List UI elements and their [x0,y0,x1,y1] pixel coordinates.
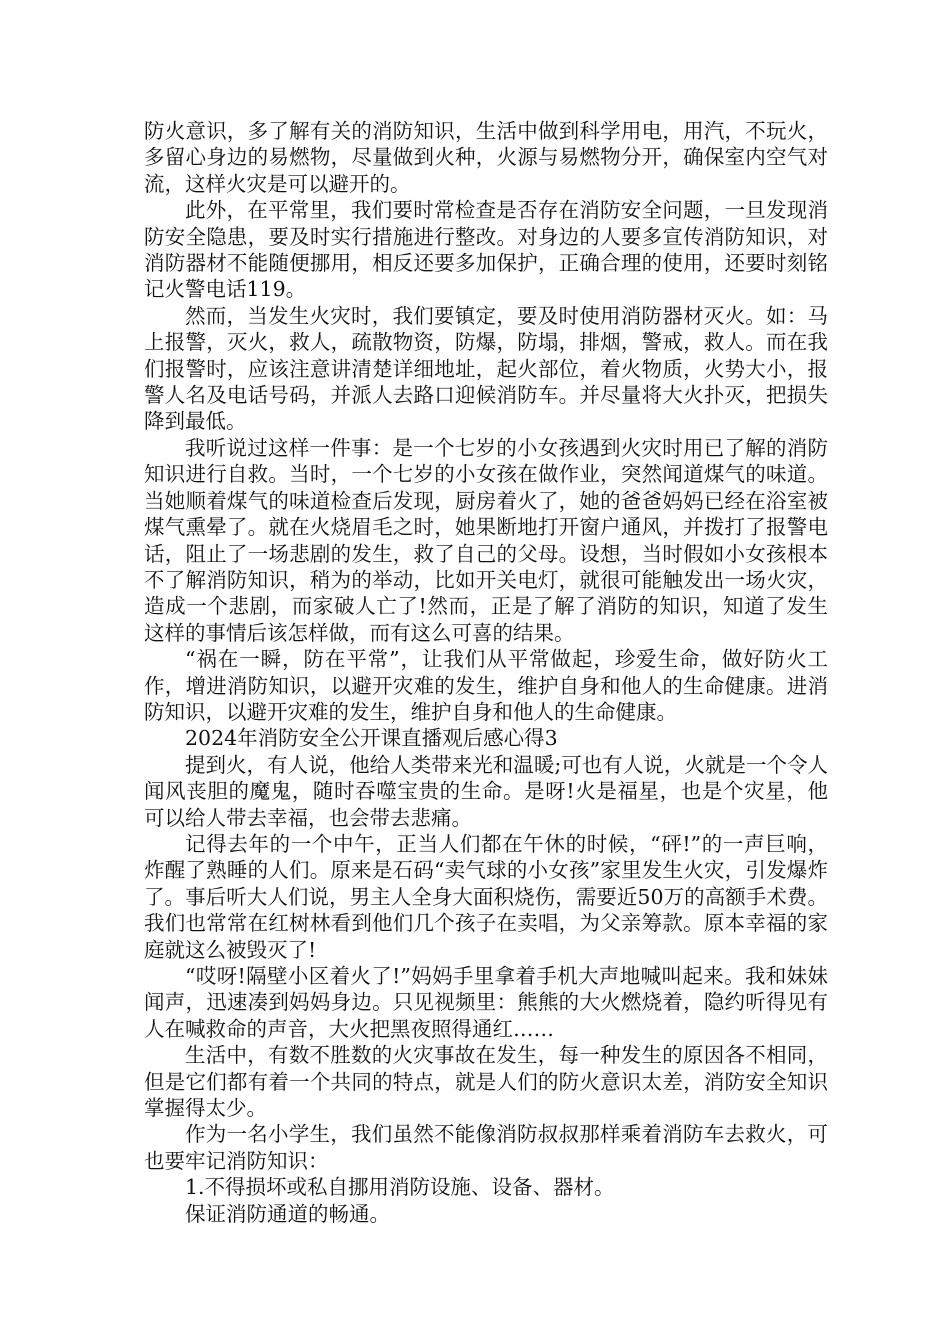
paragraph-fire-response: 然而，当发生火灾时，我们要镇定，要及时使用消防器材灭火。如：马上报警，灭火，救人，疏散物资，防爆，防塌，排烟，警戒，救人。而在我们报警时，应该注意讲清楚详细地址，起火部位，着火物质，火势大小，报警人名及电话号码，并派人去路口迎候消防车。并尽量将大火扑灭，把损失降到最低。 [144,303,828,434]
paragraph-fire-intro: 提到火，有人说，他给人类带来光和温暖;可也有人说，火就是一个令人闻风丧胆的魔鬼，随时吞噬宝贵的生命。是呀!火是福星，也是个灾星，他可以给人带去幸福，也会带去悲痛。 [144,752,828,830]
paragraph-conclusion: “祸在一瞬，防在平常”，让我们从平常做起，珍爱生命，做好防火工作，增进消防知识，以避开灾难的发生，维护自身和他人的生命健康。进消防知识，以避开灾难的发生，维护自身和他人的生命健康。 [144,647,828,724]
paragraph-inspection: 此外，在平常里，我们要时常检查是否存在消防安全问题，一旦发现消防安全隐患，要及时实行措施进行整改。对身边的人要多宣传消防知识，对消防器材不能随便挪用，相反还要多加保护，正确合理的使用，还要时刻铭记火警电话119。 [144,198,828,302]
paragraph-student-duty: 作为一名小学生，我们虽然不能像消防叔叔那样乘着消防车去救火，可也要牢记消防知识： [144,1122,828,1173]
paragraph-continuation: 防火意识，多了解有关的消防知识，生活中做到科学用电，用汽，不玩火，多留心身边的易燃物，尽量做到火种，火源与易燃物分开，确保室内空气对流，这样火灾是可以避开的。 [144,119,828,196]
document-page [144,118,828,1227]
paragraph-girl-story: 我听说过这样一件事：是一个七岁的小女孩遇到火灾时用已了解的消防知识进行自救。当时，一个七岁的小女孩在做作业，突然闻道煤气的味道。当她顺着煤气的味道检查后发现，厨房着火了，她的爸爸妈妈已经在浴室被煤气熏晕了。就在火烧眉毛之时，她果断地打开窗户通风，并拨打了报警电话，阻止了一场悲剧的发生，救了自己的父母。设想，当时假如小女孩根本不了解消防知识，稍为的举动，比如开关电灯，就很可能触发出一场火灾，造成一个悲剧，而家破人亡了!然而，正是了解了消防的知识，知道了发生这样的事情后该怎样做，而有这么可喜的结果。 [144,435,828,645]
list-item-1: 1.不得损坏或私自挪用消防设施、设备、器材。 [185,1175,615,1200]
section-heading: 2024年消防安全公开课直播观后感心得3 [185,726,558,751]
paragraph-explosion-story: 记得去年的一个中午，正当人们都在午休的时候，“砰!”的一声巨响，炸醒了熟睡的人们。原来是石码“卖气球的小女孩”家里发生火灾，引发爆炸了。事后听大人们说，男主人全身大面积烧伤，需要近50万的高额手术费。我们也常常在红树林看到他们几个孩子在卖唱，为父亲筹款。原本幸福的家庭就这么被毁灭了! [144,831,828,962]
paragraph-fire-causes: 生活中，有数不胜数的火灾事故在发生，每一种发生的原因各不相同，但是它们都有着一个共同的特点，就是人们的防火意识太差，消防安全知识掌握得太少。 [144,1043,828,1121]
paragraph-neighbor-fire: “哎呀!隔壁小区着火了!”妈妈手里拿着手机大声地喊叫起来。我和妹妹闻声，迅速凑到妈妈身边。只见视频里：熊熊的大火燃烧着，隐约听得见有人在喊救命的声音，大火把黑夜照得通红…… [144,964,828,1041]
paragraph-passage: 保证消防通道的畅通。 [185,1201,390,1226]
